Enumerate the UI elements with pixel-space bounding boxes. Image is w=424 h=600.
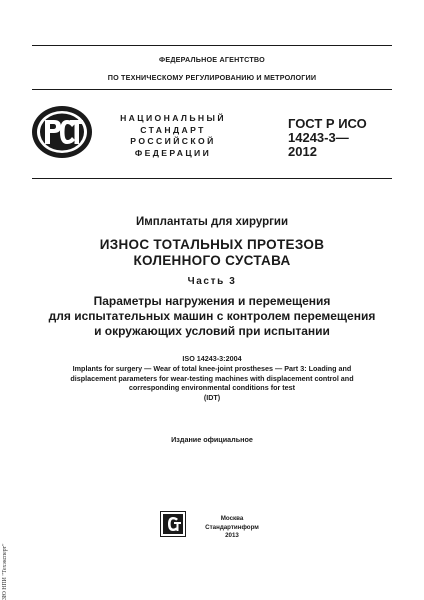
standartinform-logo-icon (160, 511, 186, 537)
publisher-year: 2013 (225, 532, 239, 540)
subtitle-line-3: и окружающих условий при испытании (94, 324, 330, 338)
english-title-line: displacement parameters for wear-testing machines with displacement control and (70, 373, 354, 383)
publisher-info (202, 515, 262, 541)
title-main-line-1: ИЗНОС ТОТАЛЬНЫХ ПРОТЕЗОВ (99, 237, 325, 252)
english-title-line: Implants for surgery — Wear of total knee-joint prostheses — Part 3: Loading and (72, 364, 352, 373)
publisher-name: Стандартинформ (205, 523, 259, 531)
official-edition: Издание официальное (171, 435, 253, 444)
national-standard-line: РОССИЙСКОЙ (130, 136, 216, 146)
iso-reference: ISO 14243-3:2004 (182, 354, 242, 363)
english-title (30, 364, 394, 402)
agency-line-2: ПО ТЕХНИЧЕСКОМУ РЕГУЛИРОВАНИЮ И МЕТРОЛОГИИ (107, 73, 317, 82)
subtitle-line-1: Параметры нагружения и перемещения (93, 294, 331, 308)
national-standard-line: ФЕДЕРАЦИИ (134, 147, 212, 158)
national-standard-label (108, 113, 238, 159)
header-bottom-rule (32, 178, 392, 179)
part-label: Часть 3 (187, 276, 237, 287)
title-main-line-2: КОЛЕННОГО СУСТАВА (133, 253, 291, 268)
gost-line-2: 14243-3— (288, 130, 349, 145)
national-standard-line: НАЦИОНАЛЬНЫЙ (120, 113, 226, 123)
title-small: Имплантаты для хирургии (135, 216, 289, 228)
agency-line-1: ФЕДЕРАЛЬНОЕ АГЕНТСТВО (159, 55, 265, 64)
gost-line-1: ГОСТ Р ИСО (288, 116, 367, 131)
top-rule (32, 45, 392, 46)
gost-line-3: 2012 (288, 144, 317, 159)
national-standard-line: СТАНДАРТ (140, 124, 206, 135)
gost-designation (288, 117, 367, 159)
idt-label: (IDT) (203, 392, 221, 402)
english-title-line: corresponding environmental conditions for test (128, 383, 296, 392)
publisher-city: Москва (220, 515, 244, 522)
side-watermark-note: ЗЮ НПИ "Техэксперт" (2, 543, 8, 600)
rst-certification-mark-icon (30, 104, 94, 160)
header-divider (32, 89, 392, 90)
subtitle-line-2: для испытательных машин с контролем перемещения (48, 309, 376, 323)
